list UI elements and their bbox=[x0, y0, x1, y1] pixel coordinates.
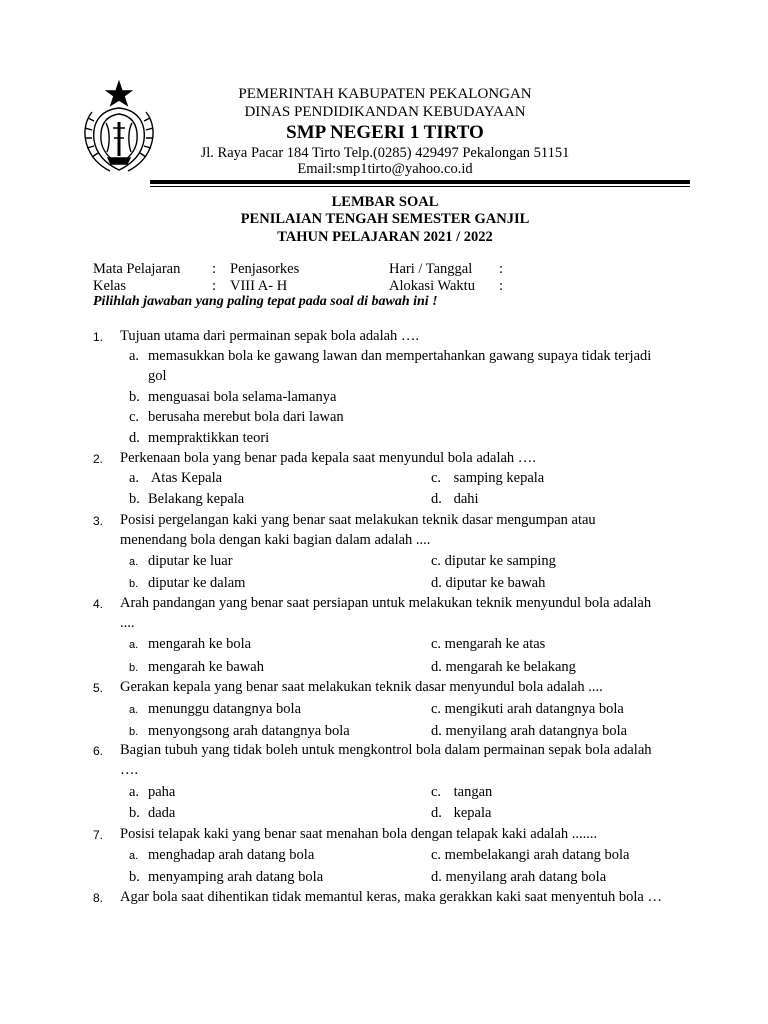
option-letter: d. bbox=[129, 430, 140, 446]
option-text: menguasai bola selama-lamanya bbox=[148, 389, 337, 405]
kelas-value: VIII A- H bbox=[230, 278, 288, 294]
option-5a bbox=[129, 699, 301, 720]
question-text: Gerakan kepala yang benar saat melakukan teknik dasar menyundul bola adalah .... bbox=[120, 679, 603, 695]
question-text: Perkenaan bola yang benar pada kepala saat menyundul bola adalah …. bbox=[120, 450, 536, 466]
option-letter: b. bbox=[129, 389, 140, 405]
question-text: Posisi pergelangan kaki yang benar saat melakukan teknik dasar mengumpan atau menendang bola dengan kaki bagian dalam adalah .... bbox=[120, 512, 596, 548]
option-6c bbox=[431, 782, 492, 802]
option-text: menyongsong arah datangnya bola bbox=[148, 723, 350, 739]
option-text: paha bbox=[148, 784, 176, 800]
question-number: 8. bbox=[93, 891, 104, 905]
option-letter: b. bbox=[129, 726, 139, 738]
question-text: Posisi telapak kaki yang benar saat menahan bola dengan telapak kaki adalah ....... bbox=[120, 826, 598, 842]
question-3 bbox=[93, 510, 663, 550]
mapel-colon: : bbox=[212, 261, 217, 277]
option-letter: c. bbox=[431, 784, 442, 800]
option-letter: c. bbox=[431, 470, 442, 486]
alokasi-colon: : bbox=[499, 278, 504, 294]
option-text: diputar ke dalam bbox=[148, 575, 246, 591]
option-4b bbox=[129, 657, 264, 678]
option-letter: a. bbox=[129, 556, 139, 568]
question-number: 1. bbox=[93, 330, 104, 344]
option-letter: d. bbox=[431, 491, 442, 507]
option-6a bbox=[129, 782, 175, 802]
option-2a bbox=[129, 468, 222, 488]
header-address: Jl. Raya Pacar 184 Tirto Telp.(0285) 429497 Pekalongan 51151 bbox=[200, 145, 570, 161]
option-text: Atas Kepala bbox=[148, 470, 223, 486]
option-text: menyamping arah datang bola bbox=[148, 869, 324, 885]
option-text: berusaha merebut bola dari lawan bbox=[148, 409, 344, 425]
question-number: 3. bbox=[93, 514, 104, 528]
question-4 bbox=[93, 593, 663, 633]
alokasi-label: Alokasi Waktu bbox=[389, 278, 475, 294]
question-1 bbox=[93, 326, 663, 346]
option-1c bbox=[129, 407, 344, 427]
option-3d: d. diputar ke bawah bbox=[431, 575, 546, 591]
header-email: Email:smp1tirto@yahoo.co.id bbox=[297, 161, 473, 177]
option-1d bbox=[129, 428, 269, 448]
option-6b bbox=[129, 803, 175, 823]
option-7d: d. menyilang arah datang bola bbox=[431, 869, 607, 885]
option-text: menghadap arah datang bola bbox=[148, 847, 315, 863]
question-number: 7. bbox=[93, 828, 104, 842]
regency-emblem-icon bbox=[80, 78, 158, 176]
option-3c: c. diputar ke samping bbox=[431, 553, 556, 569]
question-7 bbox=[93, 824, 663, 844]
option-text: mengarah ke bawah bbox=[148, 659, 264, 675]
option-5d: d. menyilang arah datangnya bola bbox=[431, 723, 628, 739]
hari-colon: : bbox=[499, 261, 504, 277]
header-government: PEMERINTAH KABUPATEN PEKALONGAN bbox=[238, 86, 532, 102]
kelas-label: Kelas bbox=[93, 278, 127, 294]
option-text: samping kepala bbox=[450, 470, 545, 486]
question-number: 2. bbox=[93, 452, 104, 466]
kelas-colon: : bbox=[212, 278, 217, 294]
question-8 bbox=[93, 887, 663, 907]
option-4d: d. mengarah ke belakang bbox=[431, 659, 576, 675]
option-7c: c. membelakangi arah datang bola bbox=[431, 847, 630, 863]
option-5b bbox=[129, 721, 350, 742]
header-school-name: SMP NEGERI 1 TIRTO bbox=[286, 122, 484, 143]
option-letter: b. bbox=[129, 805, 140, 821]
mapel-label: Mata Pelajaran bbox=[93, 261, 181, 277]
option-1b bbox=[129, 387, 336, 407]
hari-label: Hari / Tanggal bbox=[389, 261, 473, 277]
option-text: memasukkan bola ke gawang lawan dan mempertahankan gawang supaya tidak terjadi gol bbox=[148, 348, 652, 384]
question-text: Bagian tubuh yang tidak boleh untuk mengkontrol bola dalam permainan sepak bola adalah …. bbox=[120, 742, 652, 778]
option-letter: b. bbox=[129, 578, 139, 590]
option-text: tangan bbox=[450, 784, 493, 800]
instruction: Pilihlah jawaban yang paling tepat pada soal di bawah ini ! bbox=[93, 294, 438, 309]
option-text: diputar ke luar bbox=[148, 553, 233, 569]
option-3b bbox=[129, 573, 245, 594]
header-divider-thin bbox=[150, 186, 690, 187]
option-2b bbox=[129, 489, 244, 509]
option-4c: c. mengarah ke atas bbox=[431, 636, 546, 652]
question-5 bbox=[93, 677, 663, 697]
option-7a bbox=[129, 845, 314, 866]
option-6d bbox=[431, 803, 491, 823]
option-text: dahi bbox=[450, 491, 479, 507]
option-text: menunggu datangnya bola bbox=[148, 701, 302, 717]
question-text: Agar bola saat dihentikan tidak memantul keras, maka gerakkan kaki saat menyentuh bola … bbox=[120, 889, 662, 905]
option-letter: b. bbox=[129, 491, 140, 507]
option-text: dada bbox=[148, 805, 176, 821]
question-text: Arah pandangan yang benar saat persiapan untuk melakukan teknik menyundul bola adalah .... bbox=[120, 595, 652, 631]
option-letter: a. bbox=[129, 639, 139, 651]
question-number: 4. bbox=[93, 597, 104, 611]
header-department: DINAS PENDIDIKANDAN KEBUDAYAAN bbox=[244, 104, 526, 120]
option-letter: c. bbox=[129, 409, 140, 425]
option-text: mempraktikkan teori bbox=[148, 430, 270, 446]
option-text: Belakang kepala bbox=[148, 491, 245, 507]
option-5c: c. mengikuti arah datangnya bola bbox=[431, 701, 624, 717]
option-letter: a. bbox=[129, 850, 139, 862]
option-2c bbox=[431, 468, 544, 488]
doc-title: LEMBAR SOAL bbox=[331, 194, 439, 210]
option-7b bbox=[129, 867, 323, 887]
header-divider-thick bbox=[150, 180, 690, 184]
mapel-value: Penjasorkes bbox=[230, 261, 300, 277]
option-letter: b. bbox=[129, 869, 140, 885]
doc-school-year: TAHUN PELAJARAN 2021 / 2022 bbox=[277, 229, 493, 245]
option-letter: a. bbox=[129, 470, 140, 486]
question-6 bbox=[93, 740, 663, 780]
option-letter: a. bbox=[129, 348, 140, 364]
option-letter: d. bbox=[431, 805, 442, 821]
option-letter: b. bbox=[129, 662, 139, 674]
option-text: kepala bbox=[450, 805, 492, 821]
option-3a bbox=[129, 551, 233, 572]
doc-subtitle: PENILAIAN TENGAH SEMESTER GANJIL bbox=[240, 211, 530, 227]
question-number: 5. bbox=[93, 681, 104, 695]
question-text: Tujuan utama dari permainan sepak bola adalah …. bbox=[120, 328, 420, 344]
option-1a bbox=[129, 346, 654, 386]
option-letter: a. bbox=[129, 784, 140, 800]
question-2 bbox=[93, 448, 663, 468]
option-2d bbox=[431, 489, 479, 509]
option-text: mengarah ke bola bbox=[148, 636, 252, 652]
question-number: 6. bbox=[93, 744, 104, 758]
option-letter: a. bbox=[129, 704, 139, 716]
option-4a bbox=[129, 634, 251, 655]
